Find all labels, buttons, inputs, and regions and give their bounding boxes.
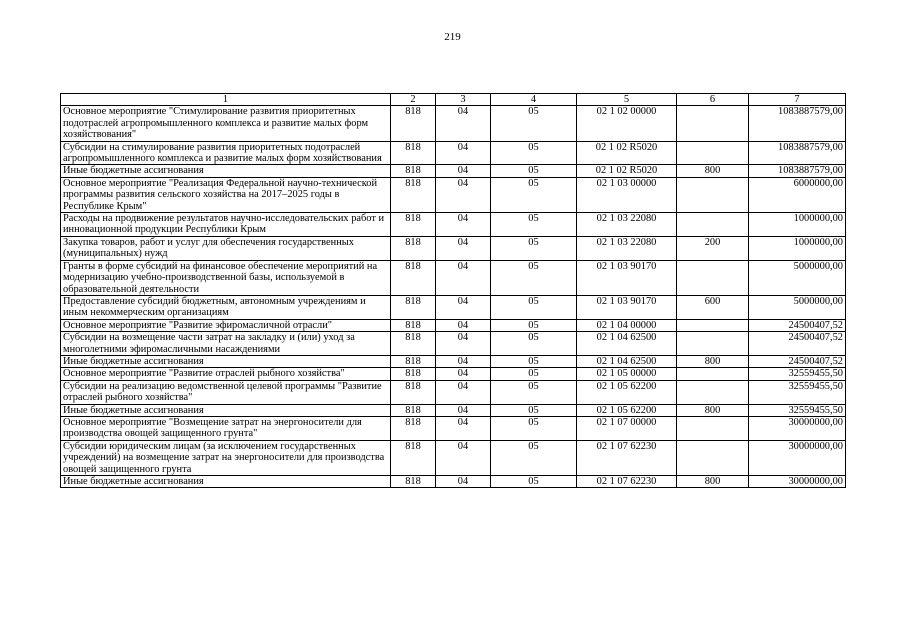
amount-cell: 1083887579,00	[749, 141, 846, 165]
target-article-cell: 02 1 03 90170	[577, 260, 677, 295]
target-article-cell: 02 1 05 62200	[577, 404, 677, 416]
section-code-cell: 04	[436, 440, 491, 475]
expense-type-cell	[677, 368, 749, 380]
column-header: 5	[577, 94, 677, 106]
table-row	[61, 380, 846, 404]
amount-cell: 32559455,50	[749, 380, 846, 404]
subsection-code-cell: 05	[491, 165, 577, 177]
amount-cell: 1083887579,00	[749, 165, 846, 177]
ministry-code-cell: 818	[391, 380, 436, 404]
subsection-code-cell: 05	[491, 416, 577, 440]
ministry-code-cell: 818	[391, 236, 436, 260]
expense-name-cell: Основное мероприятие "Развитие эфиромасличной отрасли"	[61, 319, 391, 331]
expense-name-cell: Иные бюджетные ассигнования	[61, 476, 391, 488]
ministry-code-cell: 818	[391, 260, 436, 295]
target-article-cell: 02 1 03 90170	[577, 295, 677, 319]
subsection-code-cell: 05	[491, 368, 577, 380]
section-code-cell: 04	[436, 177, 491, 212]
section-code-cell: 04	[436, 355, 491, 367]
subsection-code-cell: 05	[491, 355, 577, 367]
ministry-code-cell: 818	[391, 165, 436, 177]
target-article-cell: 02 1 05 00000	[577, 368, 677, 380]
expense-name-cell: Иные бюджетные ассигнования	[61, 404, 391, 416]
amount-cell: 24500407,52	[749, 332, 846, 356]
column-header: 2	[391, 94, 436, 106]
expense-type-cell: 800	[677, 165, 749, 177]
subsection-code-cell: 05	[491, 213, 577, 237]
target-article-cell: 02 1 07 62230	[577, 440, 677, 475]
ministry-code-cell: 818	[391, 355, 436, 367]
expense-type-cell: 800	[677, 355, 749, 367]
expense-type-cell: 600	[677, 295, 749, 319]
expense-type-cell	[677, 440, 749, 475]
table-body	[61, 106, 846, 488]
expense-type-cell	[677, 141, 749, 165]
table-row	[61, 416, 846, 440]
amount-cell: 30000000,00	[749, 416, 846, 440]
expense-type-cell	[677, 380, 749, 404]
section-code-cell: 04	[436, 332, 491, 356]
subsection-code-cell: 05	[491, 380, 577, 404]
table-row	[61, 319, 846, 331]
table-row	[61, 440, 846, 475]
expense-type-cell	[677, 416, 749, 440]
section-code-cell: 04	[436, 106, 491, 141]
expense-name-cell: Закупка товаров, работ и услуг для обеспечения государственных (муниципальных) нужд	[61, 236, 391, 260]
expense-name-cell: Субсидии на стимулирование развития приоритетных подотраслей агропромышленного комплекса и развитие малых форм хозяйствования	[61, 141, 391, 165]
section-code-cell: 04	[436, 404, 491, 416]
target-article-cell: 02 1 03 22080	[577, 236, 677, 260]
subsection-code-cell: 05	[491, 141, 577, 165]
target-article-cell: 02 1 02 R5020	[577, 165, 677, 177]
ministry-code-cell: 818	[391, 319, 436, 331]
column-header: 1	[61, 94, 391, 106]
target-article-cell: 02 1 07 62230	[577, 476, 677, 488]
ministry-code-cell: 818	[391, 368, 436, 380]
expense-name-cell: Субсидии на реализацию ведомственной целевой программы "Развитие отраслей рыбного хозяйства"	[61, 380, 391, 404]
amount-cell: 30000000,00	[749, 476, 846, 488]
table-row	[61, 106, 846, 141]
amount-cell: 24500407,52	[749, 355, 846, 367]
expense-type-cell: 200	[677, 236, 749, 260]
section-code-cell: 04	[436, 319, 491, 331]
subsection-code-cell: 05	[491, 319, 577, 331]
expense-type-cell	[677, 332, 749, 356]
target-article-cell: 02 1 02 00000	[577, 106, 677, 141]
ministry-code-cell: 818	[391, 295, 436, 319]
target-article-cell: 02 1 05 62200	[577, 380, 677, 404]
ministry-code-cell: 818	[391, 106, 436, 141]
expense-name-cell: Основное мероприятие "Стимулирование развития приоритетных подотраслей агропромышленного комплекса и развитие малых форм хозяйствования"	[61, 106, 391, 141]
expense-type-cell	[677, 213, 749, 237]
subsection-code-cell: 05	[491, 404, 577, 416]
subsection-code-cell: 05	[491, 106, 577, 141]
expense-type-cell	[677, 106, 749, 141]
subsection-code-cell: 05	[491, 236, 577, 260]
section-code-cell: 04	[436, 236, 491, 260]
subsection-code-cell: 05	[491, 476, 577, 488]
section-code-cell: 04	[436, 416, 491, 440]
table-row	[61, 295, 846, 319]
ministry-code-cell: 818	[391, 440, 436, 475]
expense-type-cell: 800	[677, 476, 749, 488]
target-article-cell: 02 1 07 00000	[577, 416, 677, 440]
target-article-cell: 02 1 02 R5020	[577, 141, 677, 165]
target-article-cell: 02 1 03 00000	[577, 177, 677, 212]
amount-cell: 1000000,00	[749, 213, 846, 237]
expense-name-cell: Иные бюджетные ассигнования	[61, 165, 391, 177]
subsection-code-cell: 05	[491, 332, 577, 356]
section-code-cell: 04	[436, 141, 491, 165]
budget-table	[60, 93, 846, 488]
ministry-code-cell: 818	[391, 213, 436, 237]
amount-cell: 30000000,00	[749, 440, 846, 475]
section-code-cell: 04	[436, 380, 491, 404]
section-code-cell: 04	[436, 476, 491, 488]
table-row	[61, 404, 846, 416]
expense-type-cell	[677, 260, 749, 295]
ministry-code-cell: 818	[391, 332, 436, 356]
section-code-cell: 04	[436, 213, 491, 237]
section-code-cell: 04	[436, 295, 491, 319]
expense-name-cell: Предоставление субсидий бюджетным, автономным учреждениям и иным некоммерческим организациям	[61, 295, 391, 319]
table-row	[61, 332, 846, 356]
ministry-code-cell: 818	[391, 141, 436, 165]
table-row	[61, 368, 846, 380]
table-row	[61, 141, 846, 165]
table-row	[61, 213, 846, 237]
expense-name-cell: Субсидии на возмещение части затрат на закладку и (или) уход за многолетними эфиромасличными насаждениями	[61, 332, 391, 356]
expense-name-cell: Расходы на продвижение результатов научно-исследовательских работ и инновационной продукции Республики Крым	[61, 213, 391, 237]
column-header: 3	[436, 94, 491, 106]
target-article-cell: 02 1 04 00000	[577, 319, 677, 331]
table-row	[61, 476, 846, 488]
table-row	[61, 177, 846, 212]
table-row	[61, 236, 846, 260]
column-header: 4	[491, 94, 577, 106]
amount-cell: 32559455,50	[749, 368, 846, 380]
expense-name-cell: Основное мероприятие "Развитие отраслей рыбного хозяйства"	[61, 368, 391, 380]
target-article-cell: 02 1 04 62500	[577, 332, 677, 356]
expense-type-cell	[677, 319, 749, 331]
expense-type-cell: 800	[677, 404, 749, 416]
column-header: 7	[749, 94, 846, 106]
subsection-code-cell: 05	[491, 260, 577, 295]
table-row	[61, 260, 846, 295]
amount-cell: 6000000,00	[749, 177, 846, 212]
target-article-cell: 02 1 04 62500	[577, 355, 677, 367]
table-header-row	[61, 94, 846, 106]
ministry-code-cell: 818	[391, 404, 436, 416]
subsection-code-cell: 05	[491, 177, 577, 212]
amount-cell: 1000000,00	[749, 236, 846, 260]
expense-name-cell: Основное мероприятие "Реализация Федеральной научно-технической программы развития сельского хозяйства на 2017–2025 годы в Республике Крым"	[61, 177, 391, 212]
expense-name-cell: Иные бюджетные ассигнования	[61, 355, 391, 367]
expense-name-cell: Основное мероприятие "Возмещение затрат на энергоносители для производства овощей защищенного грунта"	[61, 416, 391, 440]
section-code-cell: 04	[436, 165, 491, 177]
expense-name-cell: Субсидии юридическим лицам (за исключением государственных учреждений) на возмещение затрат на энергоносители для производства овощей защищенного грунта	[61, 440, 391, 475]
section-code-cell: 04	[436, 368, 491, 380]
ministry-code-cell: 818	[391, 476, 436, 488]
amount-cell: 24500407,52	[749, 319, 846, 331]
amount-cell: 5000000,00	[749, 295, 846, 319]
expense-name-cell: Гранты в форме субсидий на финансовое обеспечение мероприятий на модернизацию учебно-производственной базы, используемой в образовательной деятельности	[61, 260, 391, 295]
subsection-code-cell: 05	[491, 440, 577, 475]
subsection-code-cell: 05	[491, 295, 577, 319]
amount-cell: 32559455,50	[749, 404, 846, 416]
page-number: 219	[444, 31, 461, 43]
target-article-cell: 02 1 03 22080	[577, 213, 677, 237]
ministry-code-cell: 818	[391, 416, 436, 440]
ministry-code-cell: 818	[391, 177, 436, 212]
column-header: 6	[677, 94, 749, 106]
amount-cell: 1083887579,00	[749, 106, 846, 141]
amount-cell: 5000000,00	[749, 260, 846, 295]
table-row	[61, 165, 846, 177]
table-row	[61, 355, 846, 367]
expense-type-cell	[677, 177, 749, 212]
section-code-cell: 04	[436, 260, 491, 295]
